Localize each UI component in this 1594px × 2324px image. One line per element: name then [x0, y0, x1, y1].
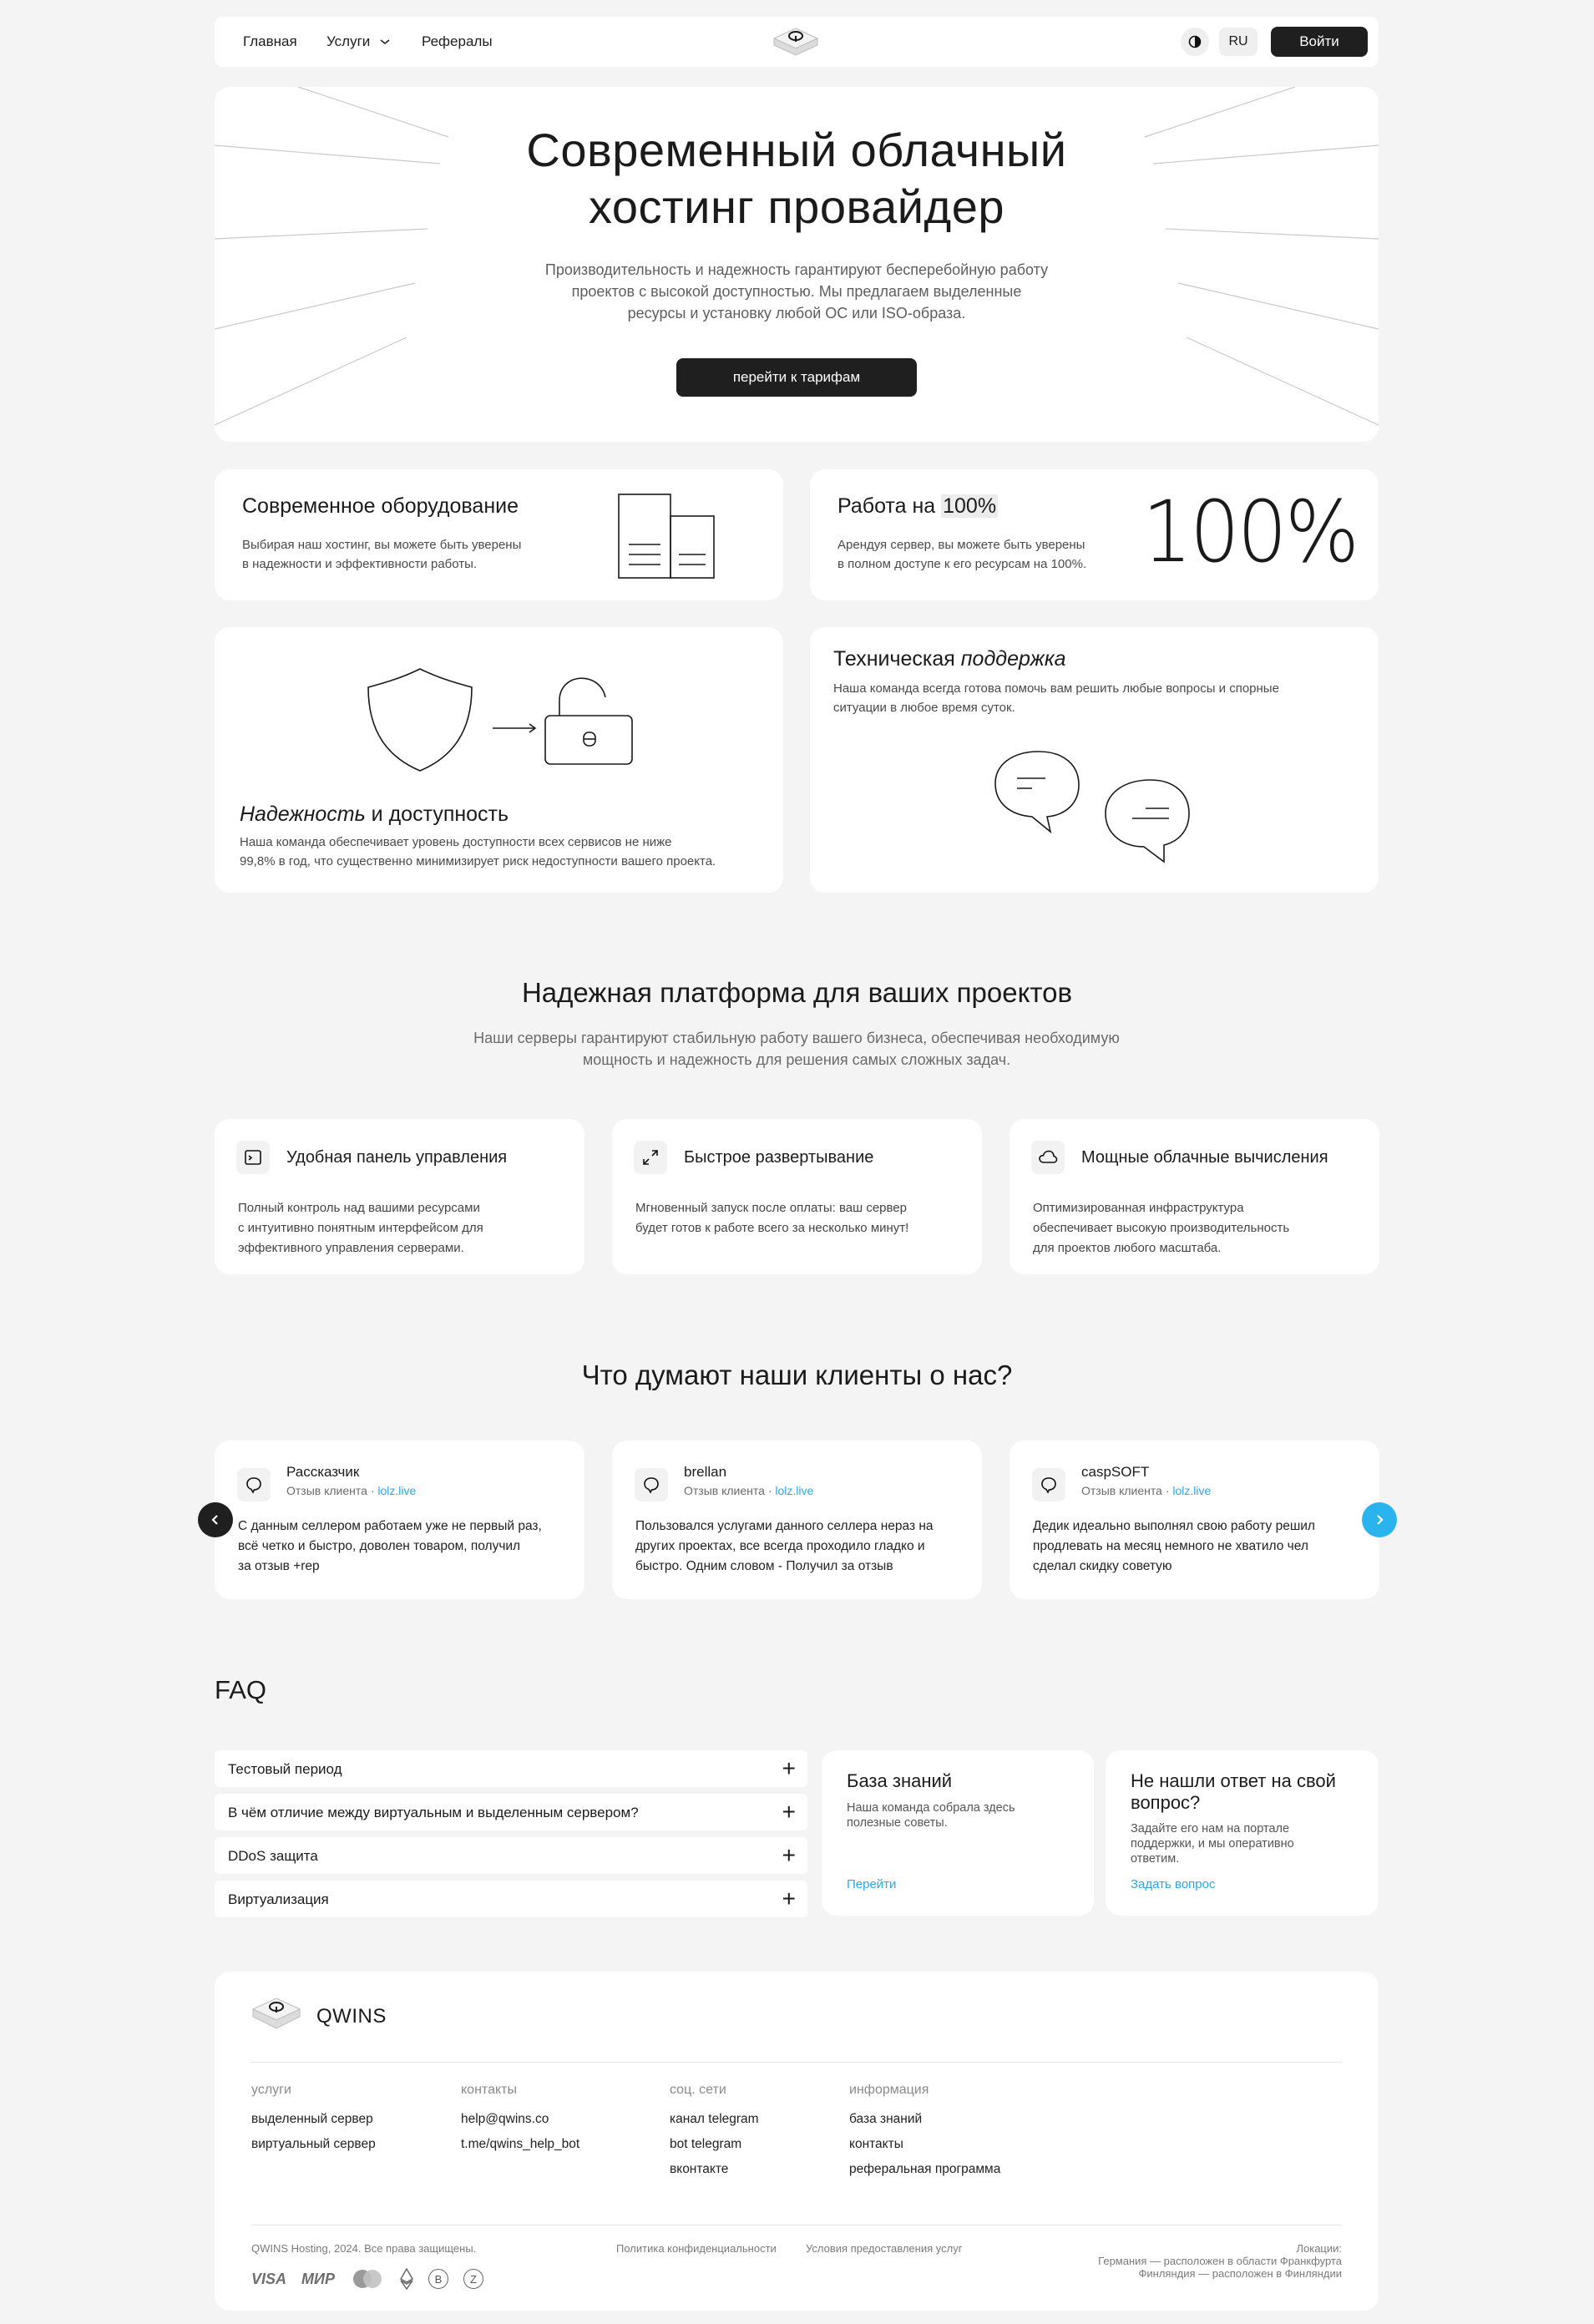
plus-icon: + — [782, 1799, 796, 1825]
review-card — [215, 1440, 584, 1599]
go-to-tariffs-button[interactable]: перейти к тарифам — [676, 358, 917, 397]
knowledge-base-card — [822, 1750, 1094, 1916]
knowledge-base-title: База знаний — [847, 1770, 953, 1791]
feature-title-italic: Надежность — [240, 803, 366, 826]
cloud-icon — [1031, 1141, 1065, 1174]
locations-heading: Локации: — [1296, 2242, 1342, 2255]
location-item: Финляндия — расположен в Финляндии — [1138, 2267, 1342, 2280]
platform-subtitle — [463, 1027, 1131, 1071]
ask-question-desc-line: Задайте его нам на портале — [1131, 1822, 1290, 1835]
footer-link[interactable]: канал telegram — [670, 2112, 759, 2126]
nav-services-label: Услуги — [326, 33, 371, 49]
review-meta-text: Отзыв клиента · — [286, 1484, 378, 1497]
review-text — [1033, 1516, 1350, 1577]
faq-question: DDoS защита — [228, 1848, 318, 1864]
feature-desc-line: Наша команда обеспечивает уровень доступности всех сервисов не ниже — [240, 835, 672, 849]
footer — [215, 1972, 1379, 2311]
advantage-desc — [1033, 1198, 1333, 1258]
ask-question-card — [1106, 1750, 1379, 1916]
advantage-desc-line: Полный контроль над вашими ресурсами — [238, 1201, 480, 1215]
privacy-policy-link[interactable]: Политика конфиденциальности — [616, 2242, 777, 2255]
advantage-desc — [635, 1198, 936, 1238]
footer-link[interactable]: help@qwins.co — [461, 2112, 549, 2126]
review-author: brellan — [684, 1464, 727, 1480]
feature-desc — [242, 535, 521, 574]
theme-icon — [1188, 35, 1202, 48]
review-text-line: Дедик идеально выполнял свою работу решил — [1033, 1519, 1315, 1533]
faq-item[interactable] — [215, 1794, 807, 1830]
ask-question-desc-line: ответим. — [1131, 1852, 1180, 1866]
review-text-line: сделал скидку советую — [1033, 1559, 1172, 1573]
hero-desc-line: ресурсы и установку любой ОС или ISO-образа. — [627, 305, 966, 322]
hero-description — [515, 259, 1078, 324]
platform-title: Надежная платформа для ваших проектов — [521, 977, 1073, 1008]
feature-desc-line: Выбирая наш хостинг, вы можете быть уверены — [242, 538, 522, 552]
footer-link[interactable]: bot telegram — [670, 2137, 742, 2151]
feature-title — [240, 803, 509, 827]
advantage-card — [1010, 1119, 1379, 1274]
review-text-line: всё четко и быстро, доволен товаром, получил — [238, 1539, 521, 1553]
footer-link[interactable]: выделенный сервер — [251, 2112, 373, 2126]
login-button[interactable]: Войти — [1271, 27, 1368, 57]
language-switch[interactable]: RU — [1219, 28, 1257, 56]
advantage-desc-line: для проектов любого масштаба. — [1033, 1241, 1222, 1255]
nav-referrals-link[interactable]: Рефералы — [422, 33, 493, 49]
footer-col-heading: соц. сети — [670, 2083, 726, 2097]
shield-to-lock-illustration — [362, 666, 645, 774]
feature-card-support — [810, 627, 1379, 893]
advantage-desc — [238, 1198, 539, 1258]
plus-icon: + — [782, 1755, 796, 1781]
review-meta-text: Отзыв клиента · — [684, 1484, 776, 1497]
knowledge-base-desc-line: полезные советы. — [847, 1816, 948, 1830]
feature-card-reliability — [215, 627, 783, 893]
feature-card-uptime — [810, 469, 1379, 600]
hero-desc-line: проектов с высокой доступностью. Мы предлагаем выделенные — [571, 283, 1022, 300]
feature-title-text: и доступность — [365, 803, 509, 826]
review-text-line: за отзыв +rep — [238, 1559, 320, 1573]
advantage-title: Быстрое развертывание — [684, 1148, 874, 1167]
hero-title-line1: Современный облачный — [526, 124, 1067, 176]
mastercard-icon — [350, 2268, 385, 2290]
footer-locations — [1098, 2242, 1342, 2280]
footer-copyright: QWINS Hosting, 2024. Все права защищены. — [251, 2242, 477, 2255]
platform-subtitle-line: мощность и надежность для решения самых сложных задач. — [582, 1051, 1011, 1068]
ask-question-title-line: вопрос? — [1131, 1792, 1201, 1813]
faq-question: В чём отличие между виртуальным и выделенным сервером? — [228, 1805, 639, 1820]
review-meta — [286, 1484, 416, 1497]
nav-services-dropdown[interactable] — [326, 33, 391, 50]
reviews-title: Что думают наши клиенты о нас? — [581, 1359, 1013, 1390]
chat-bubble-icon — [635, 1468, 668, 1501]
footer-link[interactable]: вконтакте — [670, 2162, 729, 2176]
review-text-line: быстро. Одним словом - Получил за отзыв — [635, 1559, 893, 1573]
chevron-right-icon — [1374, 1513, 1385, 1527]
faq-item[interactable] — [215, 1750, 807, 1787]
feature-desc-line: ситуации в любое время суток. — [833, 701, 1015, 715]
feature-desc — [240, 833, 716, 871]
knowledge-base-desc-line: Наша команда собрала здесь — [847, 1801, 1015, 1815]
feature-desc — [837, 535, 1086, 574]
faq-question: Тестовый период — [228, 1761, 342, 1777]
zcash-icon: Z — [463, 2269, 483, 2289]
chevron-down-icon — [379, 38, 391, 46]
feature-title-italic: поддержка — [960, 647, 1066, 671]
review-source-link[interactable]: lolz.live — [775, 1484, 814, 1497]
feature-desc — [833, 679, 1279, 717]
advantage-desc-line: будет готов к работе всего за несколько минут! — [635, 1221, 909, 1235]
top-navbar — [215, 17, 1379, 67]
review-source-link[interactable]: lolz.live — [377, 1484, 417, 1497]
advantage-desc-line: обеспечивает высокую производительность — [1033, 1221, 1290, 1235]
ethereum-icon — [400, 2268, 413, 2290]
ask-question-title-line: Не нашли ответ на свой — [1131, 1770, 1336, 1791]
advantage-desc-line: Оптимизированная инфраструктура — [1033, 1201, 1244, 1215]
expand-icon — [634, 1141, 667, 1174]
hero-title-line2: хостинг провайдер — [589, 180, 1004, 233]
payment-methods — [251, 2268, 483, 2290]
faq-item[interactable] — [215, 1881, 807, 1917]
footer-link[interactable]: виртуальный сервер — [251, 2137, 376, 2151]
feature-desc-line: Наша команда всегда готова помочь вам решить любые вопросы и спорные — [833, 681, 1279, 696]
review-text — [635, 1516, 953, 1577]
hero-title — [215, 122, 1379, 235]
faq-title: FAQ — [215, 1675, 267, 1704]
feature-desc-line: в надежности и эффективности работы. — [242, 557, 478, 571]
footer-col-heading: контакты — [461, 2083, 517, 2097]
advantage-desc-line: Мгновенный запуск после оплаты: ваш сервер — [635, 1201, 907, 1215]
hero-section — [215, 87, 1379, 442]
knowledge-base-desc — [847, 1800, 1015, 1830]
advantage-card — [215, 1119, 584, 1274]
footer-col-heading: услуги — [251, 2083, 291, 2097]
advantage-desc-line: эффективного управления серверами. — [238, 1241, 464, 1255]
theme-toggle-button[interactable] — [1181, 28, 1209, 56]
chat-bubble-icon — [1032, 1468, 1065, 1501]
feature-desc-line: Арендуя сервер, вы можете быть уверены — [837, 538, 1085, 552]
review-meta — [684, 1484, 813, 1497]
bitcoin-icon: B — [428, 2269, 448, 2289]
feature-card-hardware — [215, 469, 783, 600]
review-text-line: Пользовался услугами данного селлера неpаз на — [635, 1519, 934, 1533]
ask-question-link[interactable]: Задать вопрос — [1131, 1877, 1216, 1891]
terminal-icon — [236, 1141, 270, 1174]
review-text-line: других проектах, все всегда проходило гладко и — [635, 1539, 925, 1553]
advantage-card — [612, 1119, 982, 1274]
plus-icon: + — [782, 1886, 796, 1911]
carousel-next-button[interactable] — [1362, 1502, 1397, 1537]
review-card — [1010, 1440, 1379, 1599]
review-meta — [1081, 1484, 1211, 1497]
footer-link[interactable]: t.me/qwins_help_bot — [461, 2137, 580, 2151]
footer-link[interactable]: база знаний — [849, 2112, 923, 2126]
review-text — [238, 1516, 555, 1577]
ask-question-desc — [1131, 1821, 1294, 1866]
chevron-left-icon — [210, 1513, 221, 1527]
feature-title — [833, 647, 1066, 671]
feature-title-text: Работа на — [837, 494, 942, 518]
faq-item[interactable] — [215, 1837, 807, 1874]
server-document-icon — [617, 491, 717, 581]
carousel-prev-button[interactable] — [198, 1502, 233, 1537]
feature-title: Современное оборудование — [242, 494, 519, 518]
feature-desc-line: 99,8% в год, что существенно минимизирует риск недоступности вашего проекта. — [240, 854, 716, 868]
big-100-percent: 100% — [1142, 483, 1358, 582]
feature-title — [837, 494, 998, 519]
ask-question-title — [1131, 1770, 1336, 1814]
feature-desc-line: в полном доступе к его ресурсам на 100%. — [837, 557, 1087, 571]
review-meta-text: Отзыв клиента · — [1081, 1484, 1173, 1497]
plus-icon: + — [782, 1842, 796, 1868]
footer-link[interactable]: контакты — [849, 2137, 903, 2151]
chat-bubble-icon — [237, 1468, 271, 1501]
hero-desc-line: Производительность и надежность гарантируют бесперебойную работу — [544, 261, 1049, 278]
review-author: caspSOFT — [1081, 1464, 1150, 1480]
footer-link[interactable]: реферальная программа — [849, 2162, 1001, 2176]
ask-question-desc-line: поддержки, и мы оперативно — [1131, 1837, 1294, 1851]
advantage-desc-line: с интуитивно понятным интерфейсом для — [238, 1221, 483, 1235]
logo-icon[interactable] — [771, 25, 821, 58]
advantage-title: Мощные облачные вычисления — [1081, 1148, 1328, 1167]
footer-brand: QWINS — [316, 2005, 387, 2028]
footer-divider — [251, 2062, 1342, 2063]
mir-logo: МИР — [301, 2270, 335, 2287]
platform-subtitle-line: Наши серверы гарантируют стабильную работу вашего бизнеса, обеспечивая необходимую — [473, 1030, 1120, 1046]
chat-bubbles-illustration — [992, 748, 1201, 865]
location-item: Германия — расположен в области Франкфурта — [1098, 2255, 1342, 2267]
review-text-line: продлевать на месяц немного не хватило чел — [1033, 1539, 1308, 1553]
advantage-title: Удобная панель управления — [286, 1148, 508, 1167]
footer-col-heading: информация — [849, 2083, 929, 2097]
review-card — [612, 1440, 982, 1599]
footer-logo-icon[interactable] — [250, 1995, 303, 2032]
visa-logo: VISA — [251, 2270, 287, 2287]
feature-title-highlight: 100% — [943, 494, 997, 518]
knowledge-base-link[interactable]: Перейти — [847, 1877, 897, 1891]
feature-title-text: Техническая — [833, 647, 961, 671]
nav-home-link[interactable]: Главная — [243, 33, 297, 49]
review-source-link[interactable]: lolz.live — [1172, 1484, 1212, 1497]
terms-link[interactable]: Условия предоставления услуг — [806, 2242, 963, 2255]
faq-question: Виртуализация — [228, 1891, 329, 1907]
review-text-line: С данным селлером работаем уже не первый раз, — [238, 1519, 542, 1533]
review-author: Рассказчик — [286, 1464, 360, 1480]
